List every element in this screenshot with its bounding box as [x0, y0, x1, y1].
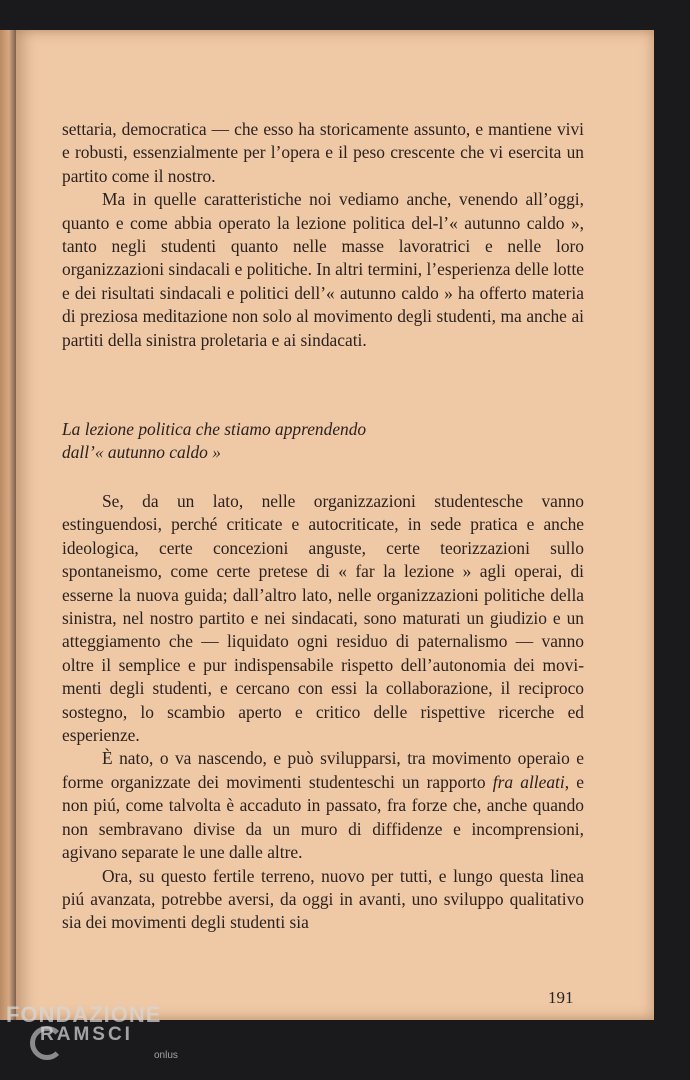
paragraph-organizzazioni: Se, da un lato, nelle organizzazioni studentesche vanno estinguendosi, perché criticate e autocriticate, in sede pratica e anche ideologica, certe concezioni anguste, certe teorizzazioni sullo spontaneismo, come certe pretese di « far la lezione » agli operai, di esserne la nuova guida; dall’altro lato, nelle organizzazioni politiche della sinistra, nel nostro partito e nei sindacati, sono maturati un giudizio e un atteggiamento che — liquidato ogni residuo di paternalismo — vanno oltre il semplice e pur indispensabile rispetto dell’autonomia dei movi-menti degli studenti, e cercano con essi la collaborazione, il reciproco sostegno, lo scambio aperto e critico delle rispettive ricerche ed esperienze.	[62, 491, 584, 746]
text-block-top	[62, 118, 584, 352]
watermark-line-1: FONDAZIONE	[6, 1002, 162, 1027]
text-block-bottom	[62, 490, 584, 935]
section-heading-line-1: La lezione politica che stiamo apprendendo	[62, 419, 367, 439]
watermark-line-2: RAMSCI	[40, 1024, 133, 1045]
section-heading	[62, 418, 584, 465]
paragraph-rapporto-end: , e non piú, come talvolta è accaduto in passato, fra forze che, anche quando non sembravano divise da un muro di diffidenze e incomprensioni, agivano separate le une dalle altre.	[62, 771, 584, 863]
paragraph-rapporto	[62, 747, 584, 864]
emphasis-fra-alleati: fra alleati	[492, 771, 565, 792]
watermark-logo	[6, 1002, 206, 1072]
page-number: 191	[548, 988, 574, 1007]
paragraph-continuation: settaria, democratica — che esso ha storicamente assunto, e mantiene vivi e robusti, essenzialmente per l’opera e il peso crescente che vi esercita un partito come il nostro.	[62, 119, 584, 186]
watermark-line-3: onlus	[154, 1050, 178, 1061]
paragraph-autunno-caldo: Ma in quelle caratteristiche noi vediamo anche, venendo all’oggi, quanto e come abbia operato la lezione politica del-l’« autunno caldo », tanto negli studenti quanto nelle masse lavoratrici e nelle loro organizzazioni sindacali e politiche. In altri termini, l’esperienza delle lotte e dei risultati sindacali e politici dell’« autunno caldo » ha offerto materia di preziosa meditazione non solo al movimento degli studenti, ma anche ai partiti della sinistra proletaria e ai sindacati.	[62, 189, 584, 350]
scan-background-right	[654, 30, 690, 1080]
section-heading-line-2: dall’« autunno caldo »	[62, 442, 221, 463]
paragraph-rapporto-start: È nato, o va nascendo, e può svilupparsi, tra movimento operaio e forme organizzate dei movimenti studenteschi un rapporto	[62, 748, 584, 792]
paragraph-terreno: Ora, su questo fertile terreno, nuovo per tutti, e lungo questa linea piú avanzata, potrebbe aversi, da oggi in avanti, uno sviluppo qualitativo sia dei movimenti degli studenti sia	[62, 865, 584, 933]
